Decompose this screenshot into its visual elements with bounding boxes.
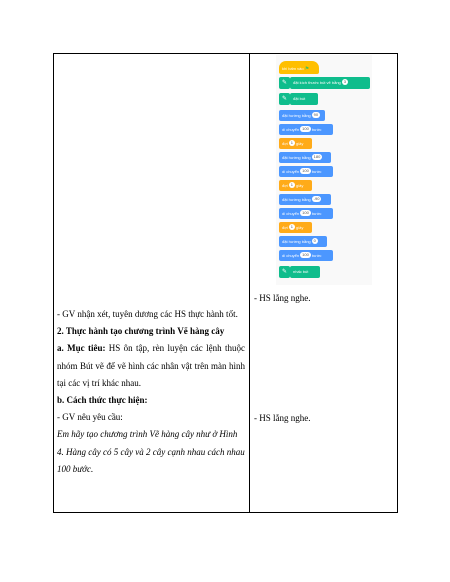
- table-column-divider: [249, 53, 250, 513]
- wait-block: đợi 1 giây: [279, 138, 312, 149]
- goal-paragraph: a. Mục tiêu: HS ôn tập, rèn luyện các lệnh thuộc nhóm Bút vẽ để vẽ hình các nhân vật trên màn hình tại các vị trí khác nhau.: [57, 343, 245, 388]
- scratch-program-image: [276, 55, 372, 285]
- pen-extension-tab: [279, 266, 290, 278]
- teacher-request: - GV nêu yêu cầu:: [57, 412, 123, 423]
- move-steps-block: di chuyển 100 bước: [279, 166, 333, 177]
- point-direction-block: đặt hướng bằng -90: [279, 194, 331, 205]
- teacher-comment: - GV nhận xét, tuyên dương các HS thực hành tốt.: [57, 309, 238, 319]
- pen-up-block: nhấc bút: [290, 266, 320, 278]
- green-flag-icon: ⚑: [304, 66, 310, 72]
- point-direction-block: đặt hướng bằng 90: [279, 110, 325, 121]
- student-note: - HS lắng nghe.: [254, 413, 311, 423]
- pen-extension-tab: [279, 93, 290, 105]
- section-heading: 2. Thực hành tạo chương trình Vẽ hàng cây: [57, 326, 225, 337]
- student-note: - HS lắng nghe.: [254, 293, 311, 303]
- point-direction-block: đặt hướng bằng 180: [279, 152, 331, 163]
- pen-icon: ✎: [281, 268, 288, 275]
- set-pen-size-block: đặt kích thước bút vẽ bằng 3: [290, 77, 370, 89]
- method-heading: b. Cách thức thực hiện:: [57, 395, 148, 406]
- move-steps-block: di chuyển 100 bước: [279, 208, 333, 219]
- when-flag-clicked-block: khi bấm vào ⚑: [279, 61, 319, 74]
- pen-extension-tab: [279, 77, 290, 89]
- wait-block: đợi 1 giây: [279, 180, 312, 191]
- pen-icon: ✎: [281, 79, 288, 86]
- wait-block: đợi 1 giây: [279, 222, 312, 233]
- pen-icon: ✎: [281, 95, 288, 102]
- move-steps-block: di chuyển 100 bước: [279, 124, 333, 135]
- move-steps-block: di chuyển 100 bước: [279, 250, 333, 261]
- point-direction-block: đặt hướng bằng 0: [279, 236, 327, 247]
- teacher-activity-text: [57, 306, 245, 478]
- pen-down-block: đặt bút: [290, 93, 318, 105]
- task-description: Em hãy tạo chương trình Vẽ hàng cây như ở Hình 4. Hàng cây có 5 cây và 2 cây cạnh nhau cách nhau 100 bước.: [57, 429, 245, 474]
